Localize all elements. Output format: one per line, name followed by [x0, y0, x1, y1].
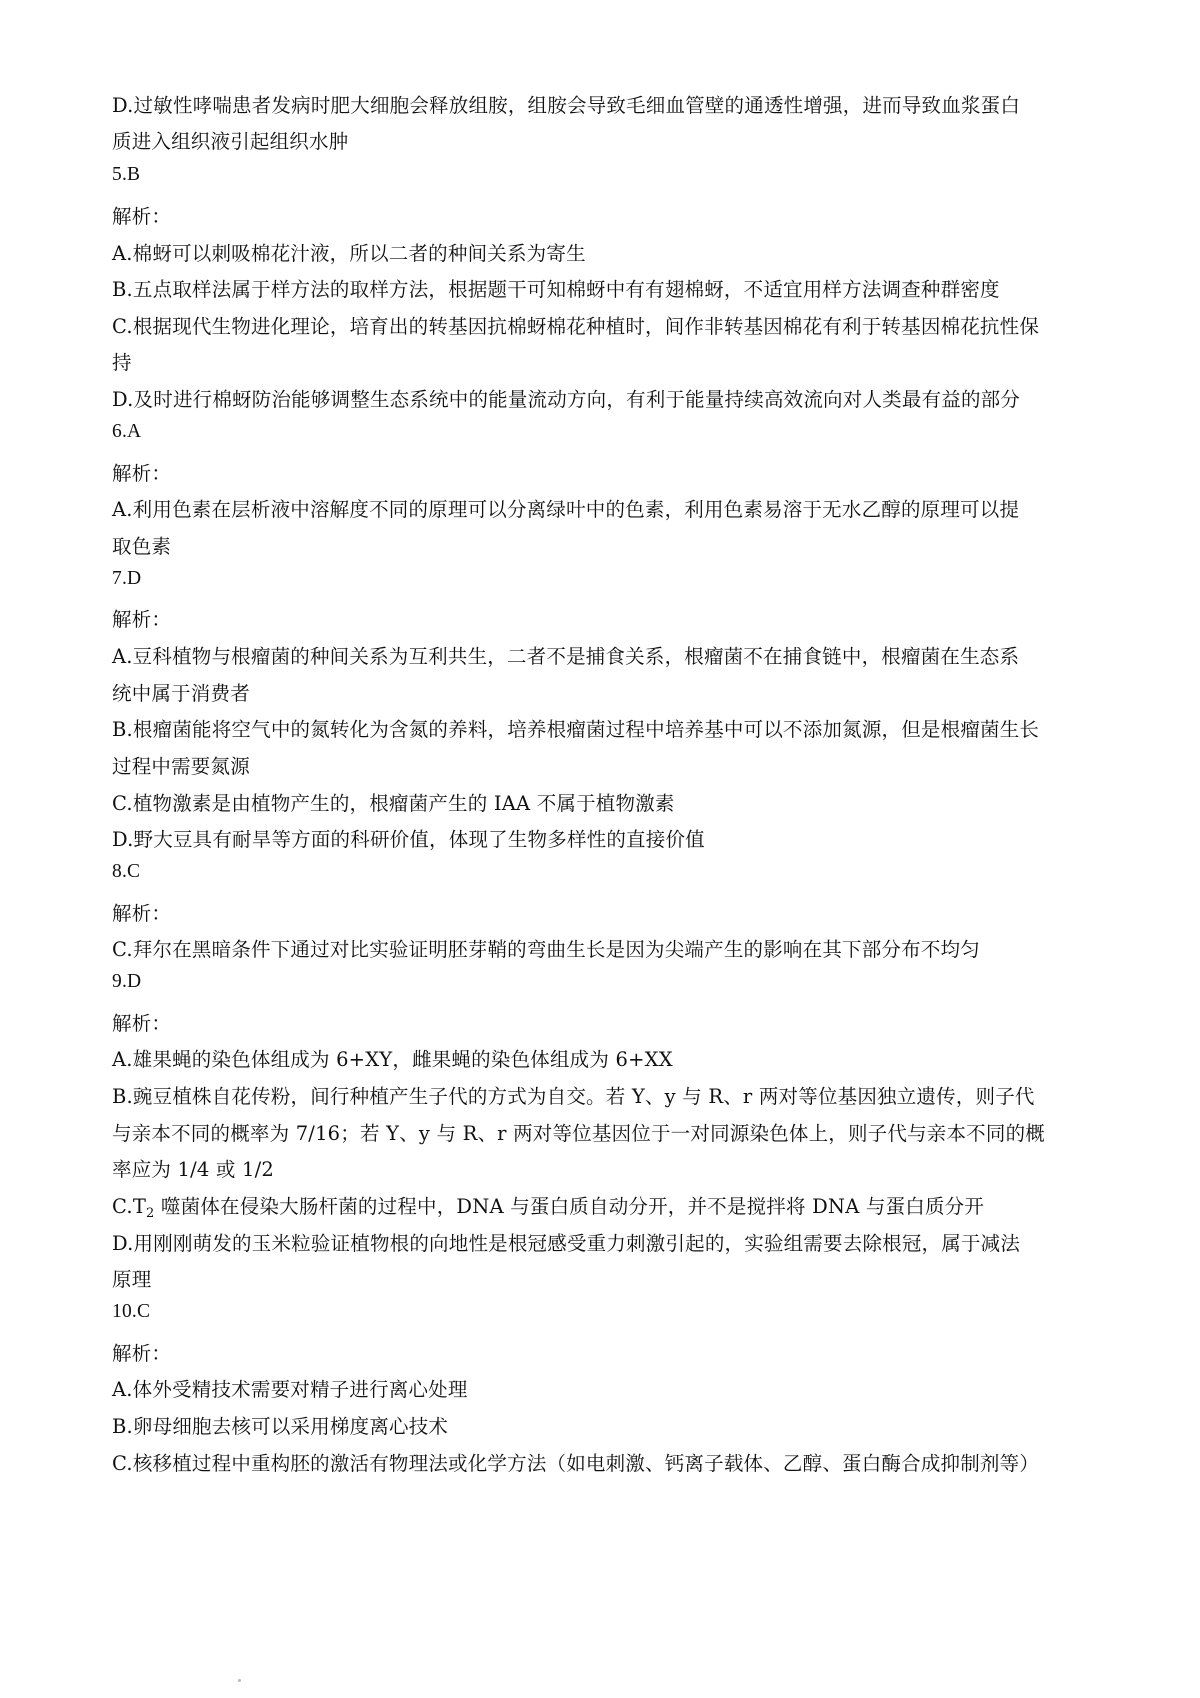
text-line: A.雄果蝇的染色体组成为 6+XY，雌果蝇的染色体组成为 6+XX — [112, 1048, 673, 1071]
answer-heading: 8.C — [112, 861, 141, 882]
text-line: 质进入组织液引起组织水肿 — [112, 130, 349, 153]
text-line: A.棉蚜可以刺吸棉花汁液，所以二者的种间关系为寄生 — [112, 242, 586, 265]
analysis-label: 解析： — [112, 608, 172, 631]
text-line: D.过敏性哮喘患者发病时肥大细胞会释放组胺，组胺会导致毛细血管壁的通透性增强，进而导致血浆蛋白 — [112, 94, 1021, 117]
text-line: A.利用色素在层析液中溶解度不同的原理可以分离绿叶中的色素，利用色素易溶于无水乙醇的原理可以提 — [112, 498, 1020, 521]
text-line: B.根瘤菌能将空气中的氮转化为含氮的养料，培养根瘤菌过程中培养基中可以不添加氮源，但是根瘤菌生长 — [112, 718, 1040, 741]
analysis-label: 解析： — [112, 1012, 172, 1035]
text-line — [112, 1191, 984, 1221]
phage-subscript: 2 — [146, 1206, 155, 1221]
text-line: B.卵母细胞去核可以采用梯度离心技术 — [112, 1415, 449, 1438]
text-line: 与亲本不同的概率为 7/16；若 Y、y 与 R、r 两对等位基因位于一对同源染色体上，则子代与亲本不同的概 — [112, 1122, 1045, 1145]
phage-middle: 噬菌体在侵染大肠杆菌的过程中， — [154, 1195, 457, 1218]
answer-heading: 5.B — [112, 164, 141, 185]
text-line: 统中属于消费者 — [112, 682, 250, 705]
answer-heading: 10.C — [112, 1301, 151, 1322]
analysis-label: 解析： — [112, 205, 172, 228]
analysis-label: 解析： — [112, 462, 172, 485]
text-line: 率应为 1/4 或 1/2 — [112, 1158, 274, 1181]
analysis-label: 解析： — [112, 902, 172, 925]
text-line: A.豆科植物与根瘤菌的种间关系为互利共生，二者不是捕食关系，根瘤菌不在捕食链中，根瘤菌在生态系 — [112, 645, 1020, 668]
text-line: D.野大豆具有耐旱等方面的科研价值，体现了生物多样性的直接价值 — [112, 828, 705, 851]
text-line: 持 — [112, 351, 132, 374]
text-line: D.用刚刚萌发的玉米粒验证植物根的向地性是根冠感受重力刺激引起的，实验组需要去除根冠，属于减法 — [112, 1232, 1021, 1255]
text-line: B.五点取样法属于样方法的取样方法，根据题干可知棉蚜中有有翅棉蚜，不适宜用样方法调查种群密度 — [112, 278, 1000, 301]
answer-heading: 6.A — [112, 421, 142, 442]
text-line: C.核移植过程中重构胚的激活有物理法或化学方法（如电刺激、钙离子载体、乙醇、蛋白酶合成抑制剂等） — [112, 1452, 1040, 1475]
text-line: B.豌豆植株自花传粉，间行种植产生子代的方式为自交。若 Y、y 与 R、r 两对等位基因独立遗传，则子代 — [112, 1085, 1035, 1108]
answer-heading: 7.D — [112, 568, 142, 589]
text-line: A.体外受精技术需要对精子进行离心处理 — [112, 1378, 468, 1401]
text-line: 原理 — [112, 1268, 152, 1291]
text-line: C.拜尔在黑暗条件下通过对比实验证明胚芽鞘的弯曲生长是因为尖端产生的影响在其下部分布不均匀 — [112, 938, 980, 961]
analysis-label: 解析： — [112, 1342, 172, 1365]
phage-rest: DNA 与蛋白质自动分开，并不是搅拌将 DNA 与蛋白质分开 — [456, 1195, 985, 1218]
text-line: C.植物激素是由植物产生的，根瘤菌产生的 IAA 不属于植物激素 — [112, 792, 675, 815]
answer-heading: 9.D — [112, 971, 142, 992]
text-line: D.及时进行棉蚜防治能够调整生态系统中的能量流动方向，有利于能量持续高效流向对人类最有益的部分 — [112, 388, 1021, 411]
text-line: 取色素 — [112, 535, 172, 558]
page-mark — [238, 1679, 241, 1682]
text-line: C.根据现代生物进化理论，培育出的转基因抗棉蚜棉花种植时，间作非转基因棉花有利于转基因棉花抗性保 — [112, 315, 1040, 338]
text-line: 过程中需要氮源 — [112, 755, 250, 778]
phage-prefix: C.T — [112, 1195, 147, 1218]
